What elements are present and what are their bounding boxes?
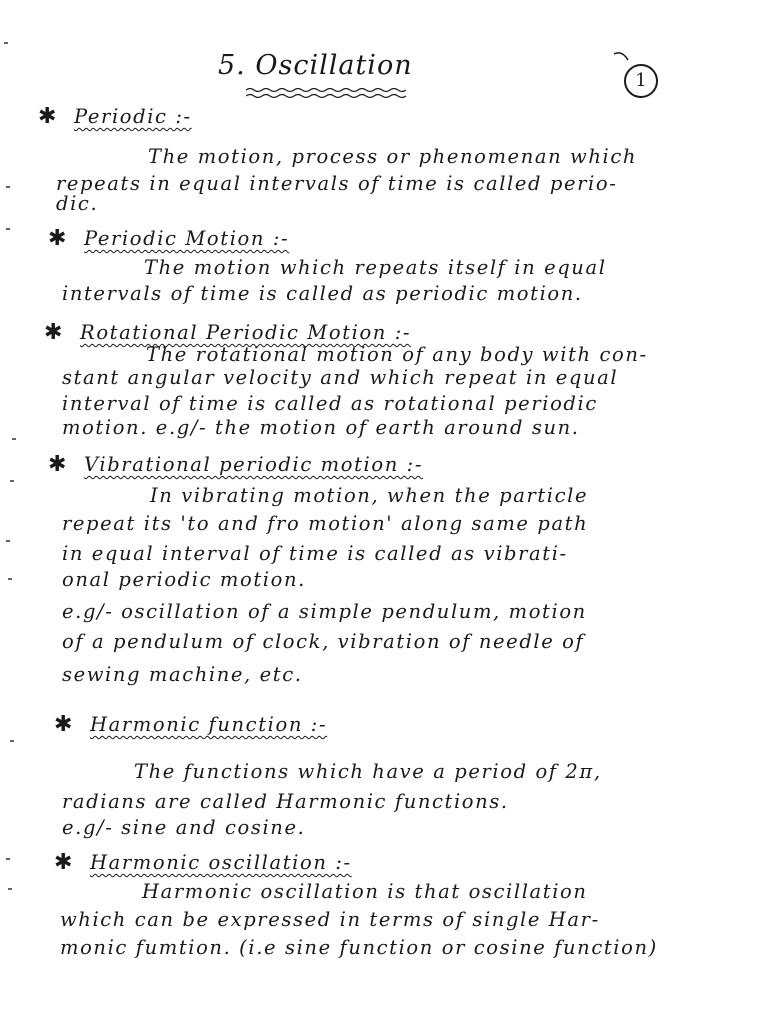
section-heading <box>38 104 192 129</box>
body-line: The rotational motion of any body with con- <box>146 343 648 366</box>
margin-speck <box>6 228 10 230</box>
margin-speck <box>10 480 14 482</box>
body-line: motion. e.g/- the motion of earth around sun. <box>62 416 580 439</box>
body-line: The motion, process or phenomenan which <box>148 145 638 168</box>
body-line: radians are called Harmonic functions. <box>62 790 509 813</box>
asterisk-bullet-icon: ✱ <box>38 104 59 129</box>
asterisk-bullet-icon: ✱ <box>54 850 75 875</box>
page-number-tick-mark <box>612 50 632 66</box>
body-line: interval of time is called as rotational periodic <box>62 392 598 415</box>
section-heading-text: Periodic Motion :- <box>84 227 290 250</box>
body-line: monic fumtion. (i.e sine function or cosine function) <box>60 936 658 959</box>
body-line: in equal interval of time is called as vibrati- <box>62 542 568 565</box>
body-line: sewing machine, etc. <box>62 663 303 686</box>
body-line: Harmonic oscillation is that oscillation <box>142 880 588 903</box>
section-heading <box>54 712 327 737</box>
body-line: In vibrating motion, when the particle <box>150 484 589 507</box>
body-line: which can be expressed in terms of single Har- <box>60 908 600 931</box>
title-double-underline <box>246 87 406 99</box>
section-heading-text: Harmonic function :- <box>90 713 328 736</box>
margin-speck <box>10 740 14 742</box>
section-heading-text: Harmonic oscillation :- <box>90 851 352 874</box>
margin-speck <box>8 578 12 580</box>
asterisk-bullet-icon: ✱ <box>44 320 65 345</box>
page-title: 5. Oscillation <box>218 50 413 81</box>
body-line: e.g/- oscillation of a simple pendulum, motion <box>62 600 587 623</box>
body-line: intervals of time is called as periodic motion. <box>62 282 583 305</box>
body-line: of a pendulum of clock, vibration of needle of <box>62 630 585 653</box>
title-block <box>218 50 413 81</box>
section-heading <box>54 850 352 875</box>
margin-speck <box>6 858 10 860</box>
body-line: The functions which have a period of 2π, <box>134 760 602 783</box>
body-line: e.g/- sine and cosine. <box>62 816 306 839</box>
section-heading <box>48 226 289 251</box>
margin-speck <box>6 186 10 188</box>
body-line: repeat its 'to and fro motion' along same path <box>62 512 589 535</box>
section-heading-text: Vibrational periodic motion :- <box>84 453 424 476</box>
body-line: onal periodic motion. <box>62 568 306 591</box>
asterisk-bullet-icon: ✱ <box>48 226 69 251</box>
asterisk-bullet-icon: ✱ <box>48 452 69 477</box>
body-line: stant angular velocity and which repeat in equal <box>62 366 619 389</box>
section-heading <box>48 452 423 477</box>
page-number: 1 <box>624 64 658 98</box>
body-line: repeats in equal intervals of time is called perio- <box>56 172 618 195</box>
section-heading <box>44 320 411 345</box>
body-line: dic. <box>56 192 99 215</box>
asterisk-bullet-icon: ✱ <box>54 712 75 737</box>
section-heading-text: Rotational Periodic Motion :- <box>80 321 412 344</box>
margin-speck <box>4 42 8 44</box>
margin-speck <box>6 540 10 542</box>
body-line: The motion which repeats itself in equal <box>144 256 607 279</box>
margin-speck <box>8 888 12 890</box>
section-heading-text: Periodic :- <box>74 105 192 128</box>
margin-speck <box>12 438 16 440</box>
